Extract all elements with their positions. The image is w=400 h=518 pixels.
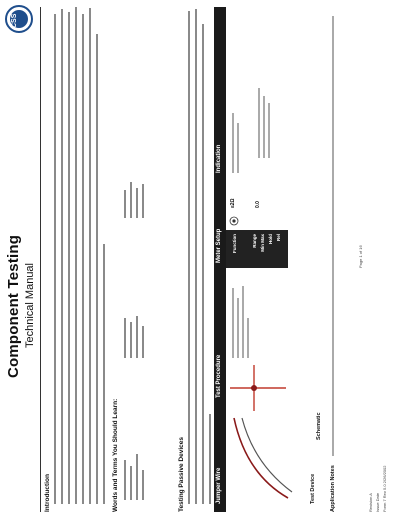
page-title: Component Testing: [5, 234, 22, 378]
company-logo: [4, 4, 34, 34]
footer-revision: Revision A: [368, 493, 373, 512]
jumper-wire-illustration: [228, 414, 298, 504]
logo-text: CSS: [11, 13, 18, 28]
footer-issue-date: Issue Date: [375, 492, 380, 512]
meter-minmax-label: Min Max: [260, 234, 265, 252]
indication-ohm: ≤2Ω: [230, 198, 236, 208]
meter-range-label: Range: [252, 234, 257, 248]
indication-zero: 0.0: [255, 201, 261, 208]
meter-hold-label: Hold: [268, 234, 273, 244]
header-test-procedure: Test Procedure: [216, 354, 222, 398]
schematic-label: Schematic: [316, 412, 322, 440]
page-number: Page 1 of 16: [358, 245, 363, 268]
meter-rel-label: Rel: [276, 234, 281, 242]
test-device-label: Test Device: [310, 473, 316, 504]
ohm-dial-icon: [229, 216, 239, 226]
header-meter-setup: Meter Setup: [216, 228, 222, 263]
words-terms-heading: Words and Terms You Should Learn:: [112, 398, 119, 512]
header-rule: [40, 7, 41, 512]
testing-passive-heading: Testing Passive Devices: [178, 436, 185, 512]
footer-form: Form 7 Rev 5.0 2/26/2002: [382, 465, 387, 512]
header-indication: Indication: [216, 144, 222, 173]
application-notes-label: Application Notes: [330, 465, 336, 512]
meter-function-label: Function: [232, 234, 237, 253]
header-jumper-wire: Jumper Wire: [216, 467, 222, 504]
test-procedure-diagram: [228, 363, 288, 413]
introduction-heading: Introduction: [44, 474, 51, 512]
page-subtitle: Technical Manual: [24, 263, 36, 348]
